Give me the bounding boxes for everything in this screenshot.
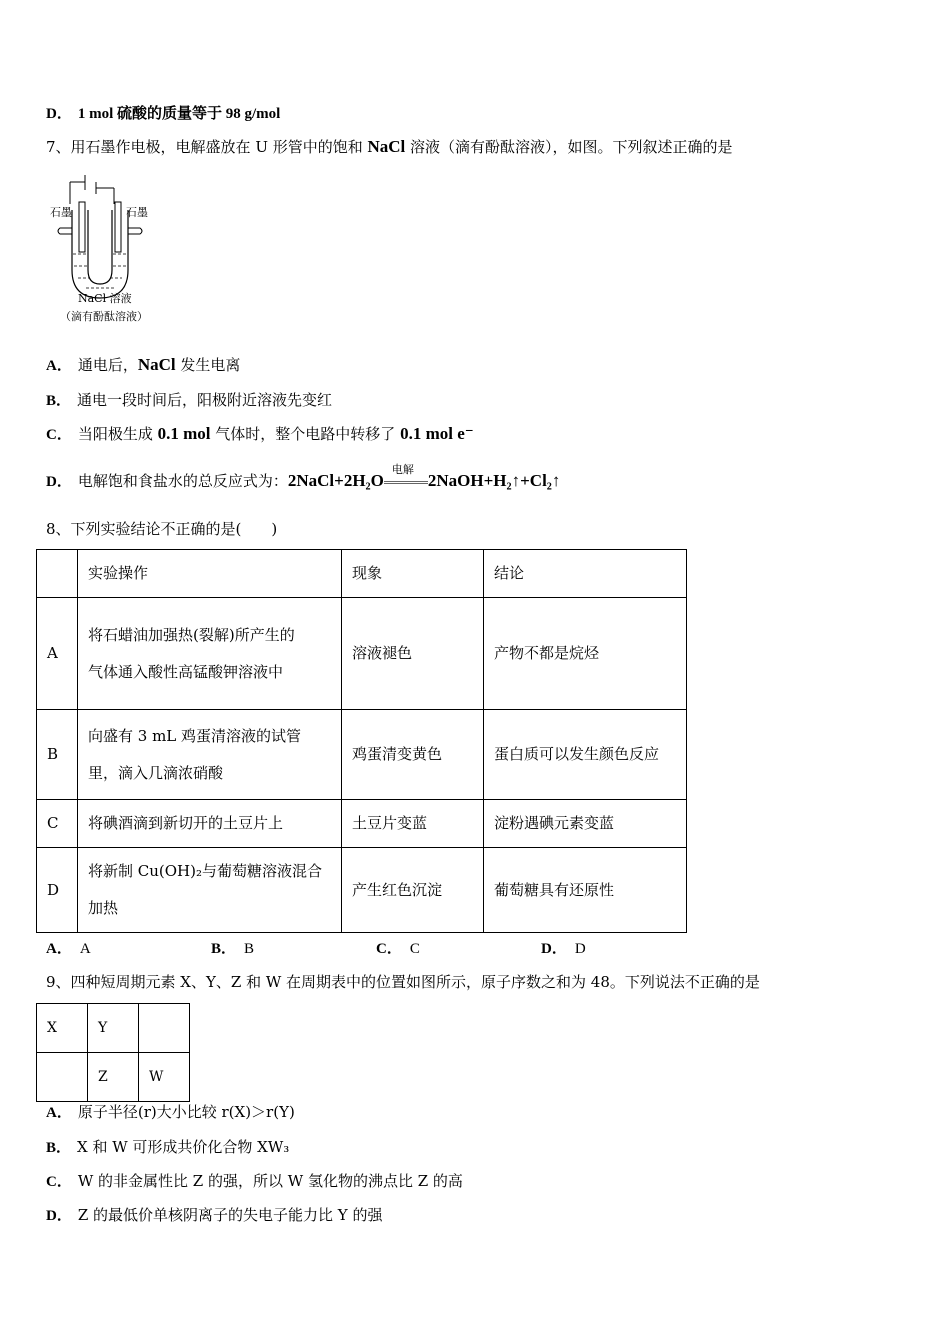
q7-stem: 7、用石墨作电极，电解盛放在 U 形管中的饱和 NaCl 溶液（滴有酚酞溶液），如图。下列叙述正确的是	[46, 137, 733, 156]
grid-row	[37, 1004, 190, 1053]
q7-option-a: A． 通电后，NaCl 发生电离	[46, 355, 241, 374]
experiment-table	[36, 549, 687, 933]
graphite-label-right: 石墨	[126, 206, 148, 219]
q7-option-b: B． 通电一段时间后，阳极附近溶液先变红	[46, 391, 333, 409]
row-operation: 将碘酒滴到新切开的土豆片上	[78, 800, 342, 848]
nacl-solution-label: NaCl 溶液	[78, 292, 132, 305]
table-row	[37, 710, 687, 800]
table-header-row	[37, 550, 687, 598]
row-conclusion: 蛋白质可以发生颜色反应	[484, 710, 687, 800]
grid-cell-w: W	[139, 1053, 190, 1102]
row-operation: 将石蜡油加强热(裂解)所产生的 气体通入酸性高锰酸钾溶液中	[78, 598, 342, 710]
table-header-cell	[37, 550, 78, 598]
row-id: B	[37, 710, 78, 800]
grid-cell-empty	[37, 1053, 88, 1102]
phenolphthalein-caption: （滴有酚酞溶液）	[60, 310, 148, 323]
grid-cell-x: X	[37, 1004, 88, 1053]
q9-option-b: B． X 和 W 可形成共价化合物 XW₃	[46, 1138, 290, 1156]
graphite-label-left: 石墨	[50, 206, 72, 219]
q8-answer-b: B． B	[211, 941, 255, 957]
table-row	[37, 598, 687, 710]
grid-row	[37, 1053, 190, 1102]
table-row	[37, 848, 687, 933]
q9-stem: 9、四种短周期元素 X、Y、Z 和 W 在周期表中的位置如图所示，原子序数之和为 48。下列说法不正确的是	[46, 973, 760, 991]
table-header-cell: 现象	[342, 550, 484, 598]
row-conclusion: 产物不都是烷烃	[484, 598, 687, 710]
row-id: C	[37, 800, 78, 848]
row-id: D	[37, 848, 78, 933]
reaction-arrow: 电解	[384, 475, 428, 489]
q8-answer-c: C． C	[376, 941, 420, 957]
table-header-cell: 结论	[484, 550, 687, 598]
row-phenomenon: 产生红色沉淀	[342, 848, 484, 933]
q9-option-a: A． 原子半径(r)大小比较 r(X)＞r(Y)	[46, 1103, 295, 1121]
row-operation: 将新制 Cu(OH)₂与葡萄糖溶液混合 加热	[78, 848, 342, 933]
q7-option-c: C． 当阳极生成 0.1 mol 气体时，整个电路中转移了 0.1 mol e⁻	[46, 424, 474, 443]
grid-cell-z: Z	[88, 1053, 139, 1102]
grid-cell-y: Y	[88, 1004, 139, 1053]
q6-option-d: D． 1 mol 硫酸的质量等于 98 g/mol	[46, 106, 281, 122]
row-phenomenon: 土豆片变蓝	[342, 800, 484, 848]
q8-stem: 8、下列实验结论不正确的是( )	[46, 520, 278, 538]
q8-answer-d: D． D	[541, 941, 586, 957]
periodic-table-grid	[36, 1003, 190, 1102]
table-row	[37, 800, 687, 848]
q9-option-c: C． W 的非金属性比 Z 的强，所以 W 氢化物的沸点比 Z 的高	[46, 1172, 463, 1190]
electrolysis-u-tube-figure	[48, 170, 168, 330]
row-conclusion: 淀粉遇碘元素变蓝	[484, 800, 687, 848]
row-conclusion: 葡萄糖具有还原性	[484, 848, 687, 933]
row-id: A	[37, 598, 78, 710]
table-header-cell: 实验操作	[78, 550, 342, 598]
grid-cell-empty	[139, 1004, 190, 1053]
q7-option-d: D． 电解饱和食盐水的总反应式为：2NaCl+2H₂O 电解 2NaOH+H₂↑+Cl₂↑	[46, 463, 561, 490]
row-phenomenon: 溶液褪色	[342, 598, 484, 710]
row-phenomenon: 鸡蛋清变黄色	[342, 710, 484, 800]
q8-answer-a: A． A	[46, 941, 91, 957]
q9-option-d: D． Z 的最低价单核阴离子的失电子能力比 Y 的强	[46, 1206, 383, 1224]
row-operation: 向盛有 3 mL 鸡蛋清溶液的试管 里，滴入几滴浓硝酸	[78, 710, 342, 800]
